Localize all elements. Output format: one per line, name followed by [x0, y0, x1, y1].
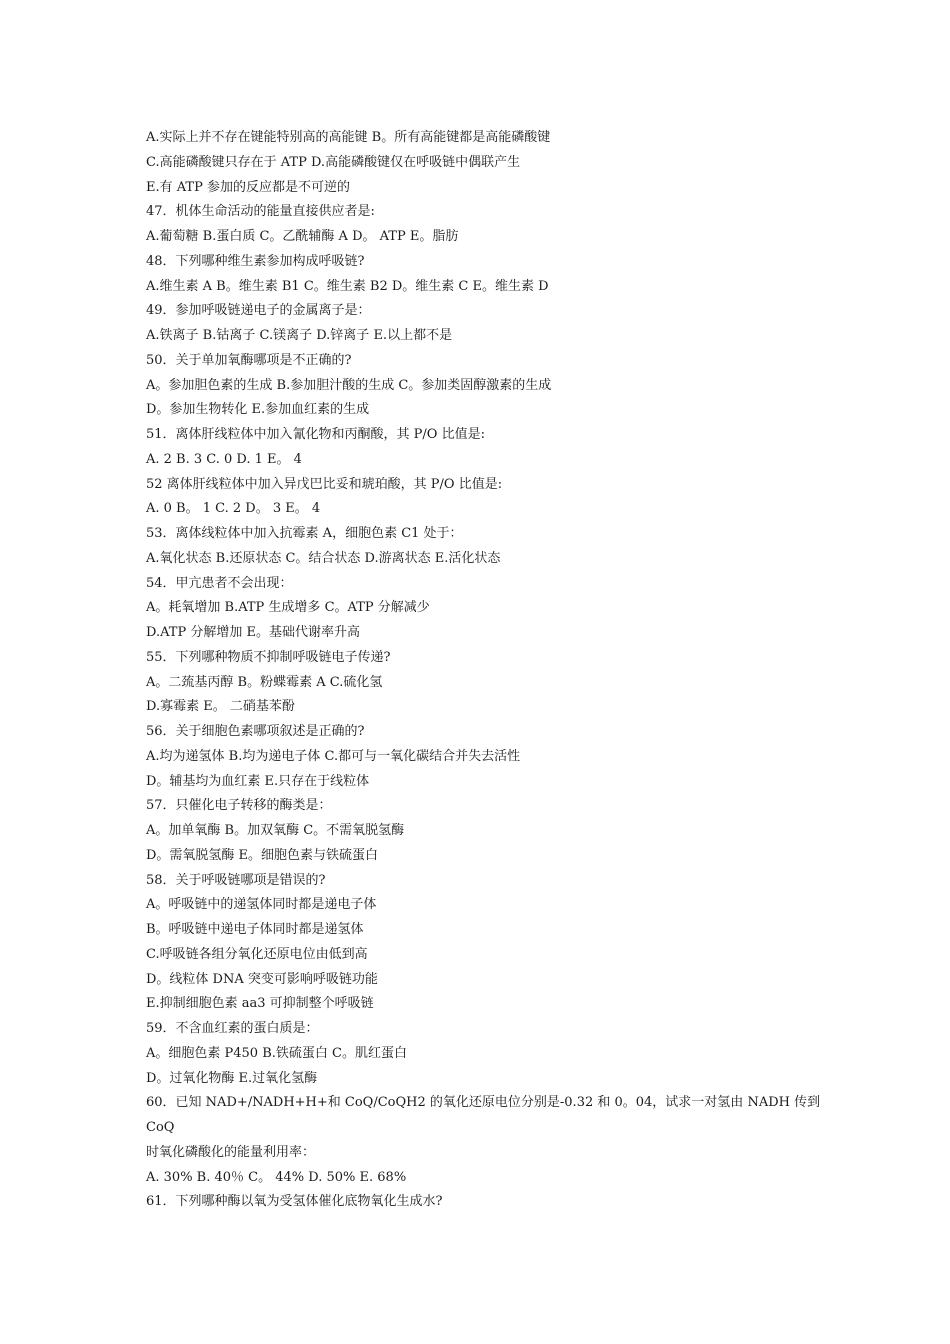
question-line: 52 离体肝线粒体中加入异戊巴比妥和琥珀酸，其 P/O 比值是: — [146, 476, 503, 492]
options-line: D.ATP 分解增加 E。基础代谢率升高 — [146, 625, 360, 640]
options-line: A. 30% B. 40％ C。 44% D. 50% E. 68% — [146, 1169, 407, 1185]
question-line: 48．下列哪种维生素参加构成呼吸链? — [146, 253, 365, 269]
options-line: A。二巯基丙醇 B。粉蝶霉素 A C.硫化氢 — [146, 674, 383, 690]
question-line: 60．已知 NAD+/NADH+H+和 CoQ/CoQH2 的氧化还原电位分别是-0.32 和 0。04，试求一对氢由 NADH 传到 — [146, 1095, 821, 1111]
options-line: A。耗氧增加 B.ATP 生成增多 C。ATP 分解减少 — [146, 600, 430, 616]
options-line: A。呼吸链中的递氢体同时都是递电子体 — [146, 897, 377, 913]
question-line: 49．参加呼吸链递电子的金属离子是： — [146, 303, 371, 319]
options-line: A。参加胆色素的生成 B.参加胆汁酸的生成 C。参加类固醇激素的生成 — [146, 377, 552, 393]
question-line: 53．离体线粒体中加入抗霉素 A，细胞色素 C1 处于： — [146, 526, 463, 541]
question-line: 47．机体生命活动的能量直接供应者是: — [146, 204, 375, 220]
question-line: 51．离体肝线粒体中加入氰化物和丙酮酸，其 P/O 比值是: — [146, 427, 485, 442]
document-page — [146, 126, 846, 1215]
question-line: 时氧化磷酸化的能量利用率： — [146, 1144, 316, 1160]
question-line: CoQ — [146, 1120, 175, 1135]
text-line: C.高能磷酸键只存在于 ATP D.高能磷酸键仅在呼吸链中偶联产生 — [146, 154, 521, 170]
options-line: B。呼吸链中递电子体同时都是递氢体 — [146, 922, 364, 937]
options-line: D。过氧化物酶 E.过氧化氢酶 — [146, 1070, 318, 1086]
options-line: D。参加生物转化 E.参加血红素的生成 — [146, 402, 370, 418]
options-line: D。线粒体 DNA 突变可影响呼吸链功能 — [146, 971, 378, 987]
options-line: C.呼吸链各组分氧化还原电位由低到高 — [146, 946, 368, 962]
question-line: 57．只催化电子转移的酶类是： — [146, 798, 332, 814]
question-line: 54．甲亢患者不会出现： — [146, 575, 293, 591]
options-line: E.抑制细胞色素 aa3 可抑制整个呼吸链 — [146, 996, 374, 1012]
text-line: E.有 ATP 参加的反应都是不可逆的 — [146, 179, 350, 195]
question-line: 59．不含血红素的蛋白质是： — [146, 1021, 319, 1036]
text-line: A.实际上并不存在键能特别高的高能键 B。所有高能键都是高能磷酸键 — [146, 130, 551, 145]
options-line: D.寡霉素 E。 二硝基苯酚 — [146, 699, 295, 715]
question-line: 58．关于呼吸链哪项是错误的? — [146, 872, 326, 888]
options-line: A.葡萄糖 B.蛋白质 C。乙酰辅酶 A D。 ATP E。脂肪 — [146, 229, 459, 244]
options-line: A.维生素 A B。维生素 B1 C。维生素 B2 D。维生素 C E。维生素 D — [146, 278, 549, 294]
question-line: 55．下列哪种物质不抑制呼吸链电子传递? — [146, 649, 391, 665]
options-line: A.均为递氢体 B.均为递电子体 C.都可与一氧化碳结合并失去活性 — [146, 748, 521, 764]
options-line: A.铁离子 B.钴离子 C.镁离子 D.锌离子 E.以上都不是 — [146, 328, 453, 343]
question-line: 61．下列哪种酶以氧为受氢体催化底物氧化生成水? — [146, 1194, 443, 1210]
options-line: A. 2 B. 3 C. 0 D. 1 E。 4 — [146, 451, 302, 467]
options-line: A.氧化状态 B.还原状态 C。结合状态 D.游离状态 E.活化状态 — [146, 550, 501, 566]
options-line: A。加单氧酶 B。加双氧酶 C。不需氧脱氢酶 — [146, 823, 405, 838]
options-line: A。细胞色素 P450 B.铁硫蛋白 C。肌红蛋白 — [146, 1045, 407, 1061]
options-line: A. 0 B。 1 C. 2 D。 3 E。 4 — [146, 501, 321, 517]
options-line: D。辅基均为血红素 E.只存在于线粒体 — [146, 773, 370, 789]
options-line: D。需氧脱氢酶 E。细胞色素与铁硫蛋白 — [146, 847, 379, 863]
question-line: 56．关于细胞色素哪项叙述是正确的? — [146, 724, 365, 739]
question-line: 50．关于单加氧酶哪项是不正确的? — [146, 352, 352, 368]
